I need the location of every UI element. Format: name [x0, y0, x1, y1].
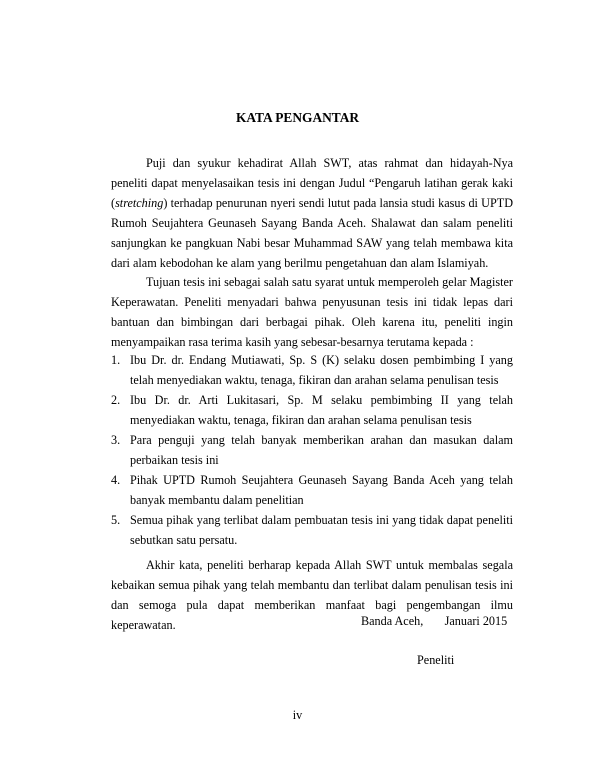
page-title: KATA PENGANTAR: [235, 110, 360, 125]
acknowledgement-list: [111, 350, 513, 550]
list-item-number: 5.: [111, 513, 121, 527]
list-item: [111, 510, 513, 550]
signoff-date: Banda Aceh, Januari 2015: [361, 614, 508, 628]
purpose-paragraph-block: [111, 272, 513, 352]
list-item-number: 1.: [111, 353, 121, 367]
list-item: [111, 350, 513, 390]
intro-paragraph-block: [111, 153, 513, 273]
page-number: iv: [292, 708, 303, 722]
list-item-number: 2.: [111, 393, 121, 407]
intro-text-start: Puji dan syukur kehadirat Allah SWT, atas rahmat dan hidayah-Nya peneliti dapat menyelasaikan tesis ini dengan Judul “Pengaruh latihan gerak kaki (: [111, 156, 513, 210]
list-item-text: Semua pihak yang terlibat dalam pembuatan tesis ini yang tidak dapat peneliti sebutkan satu persatu.: [130, 513, 513, 547]
list-item-text: Ibu Dr. dr. Arti Lukitasari, Sp. M selaku pembimbing II yang telah menyediakan waktu, tenaga, fikiran dan arahan selama penulisan tesis: [130, 393, 513, 427]
purpose-paragraph: Tujuan tesis ini sebagai salah satu syarat untuk memperoleh gelar Magister Keperawatan. Peneliti menyadari bahwa penyusunan tesis ini tidak lepas dari bantuan dan bimbingan dari berbagai pihak. Oleh karena itu, peneliti ingin menyampaikan rasa terima kasih yang sebesar-besarnya terutama kepada :: [111, 275, 513, 349]
list-item-text: Pihak UPTD Rumoh Seujahtera Geunaseh Sayang Banda Aceh yang telah banyak membantu dalam penelitian: [130, 473, 513, 507]
list-item-number: 4.: [111, 473, 121, 487]
list-item-text: Para penguji yang telah banyak memberikan arahan dan masukan dalam perbaikan tesis ini: [130, 433, 513, 467]
intro-paragraph: [111, 153, 513, 273]
list-item: [111, 470, 513, 510]
list-item-number: 3.: [111, 433, 121, 447]
signoff-name: Peneliti: [417, 653, 455, 667]
closing-paragraph: Akhir kata, peneliti berharap kepada Allah SWT untuk membalas segala kebaikan semua pihak yang telah membantu dan terlibat dalam penulisan tesis ini dan semoga pula dapat memberikan manfaat bagi pengembangan ilmu keperawatan.: [111, 558, 513, 632]
list-item-text: Ibu Dr. dr. Endang Mutiawati, Sp. S (K) selaku dosen pembimbing I yang telah menyediakan waktu, tenaga, fikiran dan arahan selama penulisan tesis: [130, 353, 513, 387]
intro-italic-term: stretching: [115, 196, 164, 210]
intro-text-end: ) terhadap penurunan nyeri sendi lutut pada lansia studi kasus di UPTD Rumoh Seujahtera Geunaseh Sayang Banda Aceh. Shalawat dan salam peneliti sanjungkan ke pangkuan Nabi besar Muhammad SAW yang telah membawa kita dari alam kebodohan ke alam yang berilmu pengetahuan dan alam Islamiyah.: [111, 196, 513, 270]
list-item: [111, 430, 513, 470]
list-item: [111, 390, 513, 430]
